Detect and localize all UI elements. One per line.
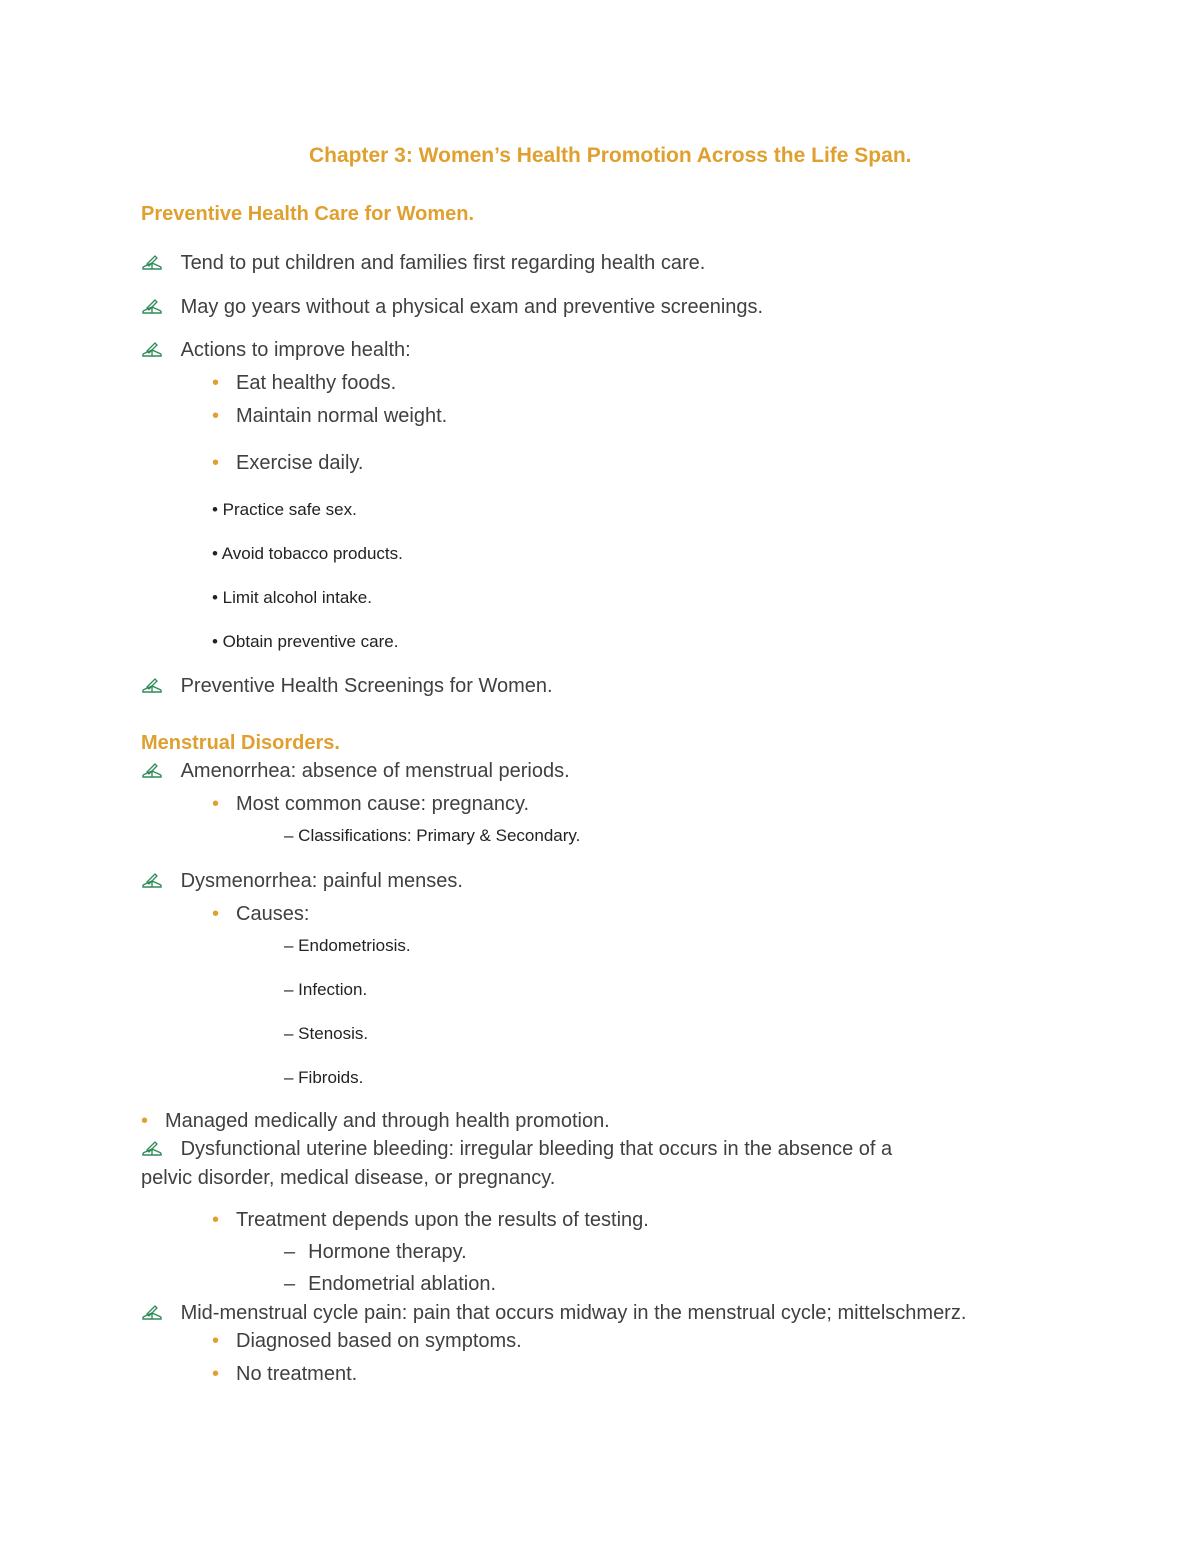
list-item (141, 870, 463, 893)
sub-item-small: • Avoid tobacco products. (212, 544, 403, 563)
bullet-dot-icon: • (212, 405, 220, 427)
item-text: Dysfunctional uterine bleeding: irregular bleeding that occurs in the absence of a (180, 1138, 893, 1160)
sub-sub-item: – Fibroids. (284, 1068, 364, 1087)
list-item (141, 1138, 892, 1161)
dash-icon: – (284, 1241, 296, 1263)
list-item (141, 339, 411, 362)
sub-sub-item: – Classifications: Primary & Secondary. (284, 826, 581, 845)
sub-item (212, 372, 396, 395)
sub-text: Maintain normal weight. (236, 405, 448, 427)
sub-sub-item: – Endometriosis. (284, 936, 411, 955)
item-text: Actions to improve health: (180, 339, 411, 361)
section-heading-preventive: Preventive Health Care for Women. (141, 203, 475, 225)
item-text: Dysmenorrhea: painful menses. (180, 870, 463, 892)
item-text: May go years without a physical exam and preventive screenings. (180, 296, 764, 318)
list-item (141, 252, 705, 275)
pen-on-book-icon (141, 340, 163, 358)
sub-text: Treatment depends upon the results of testing. (236, 1209, 649, 1231)
bullet-dot-icon: • (212, 1363, 220, 1385)
pen-on-book-icon (141, 676, 163, 694)
sub-sub-item: – Stenosis. (284, 1024, 369, 1043)
item-text: Managed medically and through health promotion. (165, 1110, 610, 1132)
sub-text: Causes: (236, 903, 310, 925)
item-text: Amenorrhea: absence of menstrual periods. (180, 760, 570, 782)
item-text: Mid-menstrual cycle pain: pain that occurs midway in the menstrual cycle; mittelschmerz. (180, 1302, 967, 1324)
pen-on-book-icon (141, 297, 163, 315)
list-item (141, 1302, 966, 1325)
bullet-dot-icon: • (141, 1110, 149, 1132)
sub-sub-text: Hormone therapy. (308, 1241, 467, 1263)
bullet-dot-icon: • (212, 452, 220, 474)
sub-item (212, 793, 529, 816)
sub-item-small: • Limit alcohol intake. (212, 588, 372, 607)
section-heading-menstrual: Menstrual Disorders. (141, 732, 340, 754)
sub-text: No treatment. (236, 1363, 358, 1385)
list-item (141, 675, 553, 698)
dash-icon: – (284, 1273, 296, 1295)
sub-text: Eat healthy foods. (236, 372, 397, 394)
pen-on-book-icon (141, 1139, 163, 1157)
item-text: Tend to put children and families first regarding health care. (180, 252, 706, 274)
item-text: Preventive Health Screenings for Women. (180, 675, 553, 697)
pen-on-book-icon (141, 1303, 163, 1321)
sub-item (212, 452, 363, 475)
bullet-dot-icon: • (212, 372, 220, 394)
pen-on-book-icon (141, 871, 163, 889)
pen-on-book-icon (141, 761, 163, 779)
list-item (141, 1110, 610, 1133)
sub-item (212, 1363, 357, 1386)
list-item (141, 296, 763, 319)
sub-sub-text: Endometrial ablation. (308, 1273, 497, 1295)
pen-on-book-icon (141, 253, 163, 271)
sub-item-small: • Obtain preventive care. (212, 632, 399, 651)
sub-item (212, 903, 309, 926)
sub-text: Diagnosed based on symptoms. (236, 1330, 522, 1352)
sub-sub-item (284, 1273, 496, 1296)
sub-sub-item (284, 1241, 467, 1264)
bullet-dot-icon: • (212, 793, 220, 815)
sub-item (212, 405, 447, 428)
page-title: Chapter 3: Women’s Health Promotion Across the Life Span. (309, 144, 912, 167)
sub-text: Exercise daily. (236, 452, 364, 474)
sub-item (212, 1330, 522, 1353)
sub-text: Most common cause: pregnancy. (236, 793, 530, 815)
item-text-continued: pelvic disorder, medical disease, or pregnancy. (141, 1167, 556, 1189)
bullet-dot-icon: • (212, 903, 220, 925)
sub-sub-item: – Infection. (284, 980, 368, 999)
sub-item (212, 1209, 649, 1232)
sub-item-small: • Practice safe sex. (212, 500, 357, 519)
list-item (141, 760, 570, 783)
bullet-dot-icon: • (212, 1330, 220, 1352)
bullet-dot-icon: • (212, 1209, 220, 1231)
